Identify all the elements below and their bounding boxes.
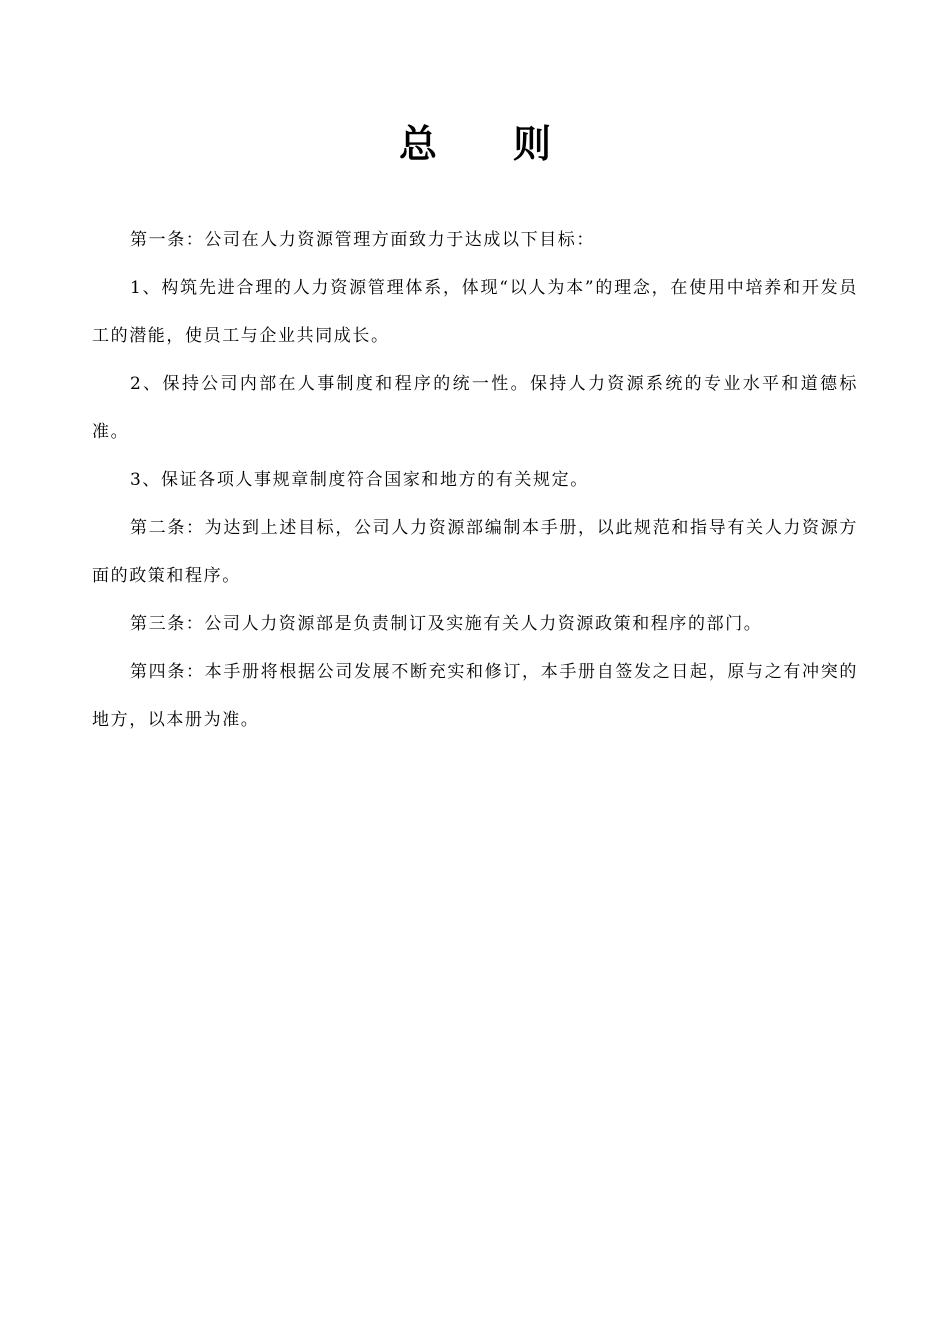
paragraph-article-1: 第一条：公司在人力资源管理方面致力于达成以下目标： xyxy=(130,230,595,250)
paragraph-item-1: 1、构筑先进合理的人力资源管理体系，体现“以人为本”的理念，在使用中培养和开发员工的潜能，使员工与企业共同成长。 xyxy=(92,278,858,346)
page-title: 总则 xyxy=(398,122,627,166)
paragraph-article-3: 第三条：公司人力资源部是负责制订及实施有关人力资源政策和程序的部门。 xyxy=(130,614,763,634)
paragraph-article-2: 第二条：为达到上述目标，公司人力资源部编制本手册，以此规范和指导有关人力资源方面的政策和程序。 xyxy=(92,518,858,586)
paragraph-item-3: 3、保证各项人事规章制度符合国家和地方的有关规定。 xyxy=(130,470,589,490)
document-body xyxy=(92,216,858,744)
paragraph-item-2: 2、保持公司内部在人事制度和程序的统一性。保持人力资源系统的专业水平和道德标准。 xyxy=(92,374,858,442)
paragraph-article-4: 第四条：本手册将根据公司发展不断充实和修订，本手册自签发之日起，原与之有冲突的地方，以本册为准。 xyxy=(92,662,858,730)
